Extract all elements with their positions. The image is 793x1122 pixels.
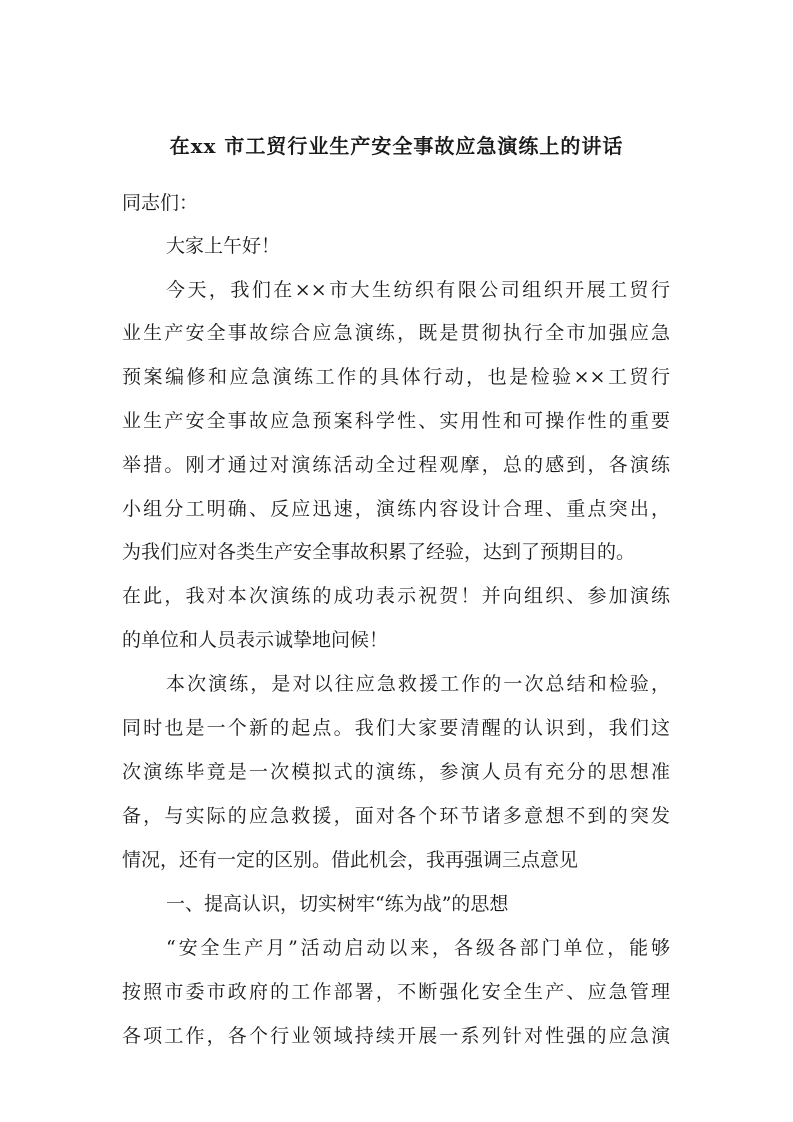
paragraph-line: 为我们应对各类生产安全事故积累了经验，达到了预期目的。 xyxy=(122,541,636,563)
section-heading: 一、提高认识，切实树牢“练为战”的思想 xyxy=(166,893,509,915)
paragraph-line: “安全生产月”活动启动以来，各级各部门单位，能够 xyxy=(166,937,670,959)
paragraph-line: 本次演练，是对以往应急救援工作的一次总结和检验， xyxy=(166,673,670,695)
paragraph-line: 的单位和人员表示诚挚地问候！ xyxy=(122,629,389,651)
paragraph-line: 按照市委市政府的工作部署，不断强化安全生产、应急管理 xyxy=(122,981,670,1003)
paragraph-line: 业生产安全事故综合应急演练，既是贯彻执行全市加强应急 xyxy=(122,322,670,344)
paragraph-line: 同时也是一个新的起点。我们大家要清醒的认识到，我们这 xyxy=(122,717,670,739)
paragraph-line: 预案编修和应急演练工作的具体行动，也是检验××工贸行 xyxy=(122,366,670,388)
salutation: 同志们： xyxy=(122,192,199,214)
paragraph-line: 今天，我们在××市大生纺织有限公司组织开展工贸行 xyxy=(166,279,670,301)
paragraph-line: 业生产安全事故应急预案科学性、实用性和可操作性的重要 xyxy=(122,410,670,432)
paragraph-line: 在此，我对本次演练的成功表示祝贺！并向组织、参加演练 xyxy=(122,585,670,607)
paragraph-line: 举措。刚才通过对演练活动全过程观摩，总的感到，各演练 xyxy=(122,454,670,476)
document-title: 在xx 市工贸行业生产安全事故应急演练上的讲话 xyxy=(169,134,624,158)
paragraph-line: 次演练毕竟是一次模拟式的演练，参演人员有充分的思想准 xyxy=(122,761,670,783)
greeting: 大家上午好！ xyxy=(166,235,281,257)
paragraph-line: 小组分工明确、反应迅速，演练内容设计合理、重点突出， xyxy=(122,498,670,520)
paragraph-line: 各项工作，各个行业领域持续开展一系列针对性强的应急演 xyxy=(122,1025,670,1047)
paragraph-line: 情况，还有一定的区别。借此机会，我再强调三点意见 xyxy=(122,849,579,871)
paragraph-line: 备，与实际的应急救援，面对各个环节诸多意想不到的突发 xyxy=(122,805,670,827)
